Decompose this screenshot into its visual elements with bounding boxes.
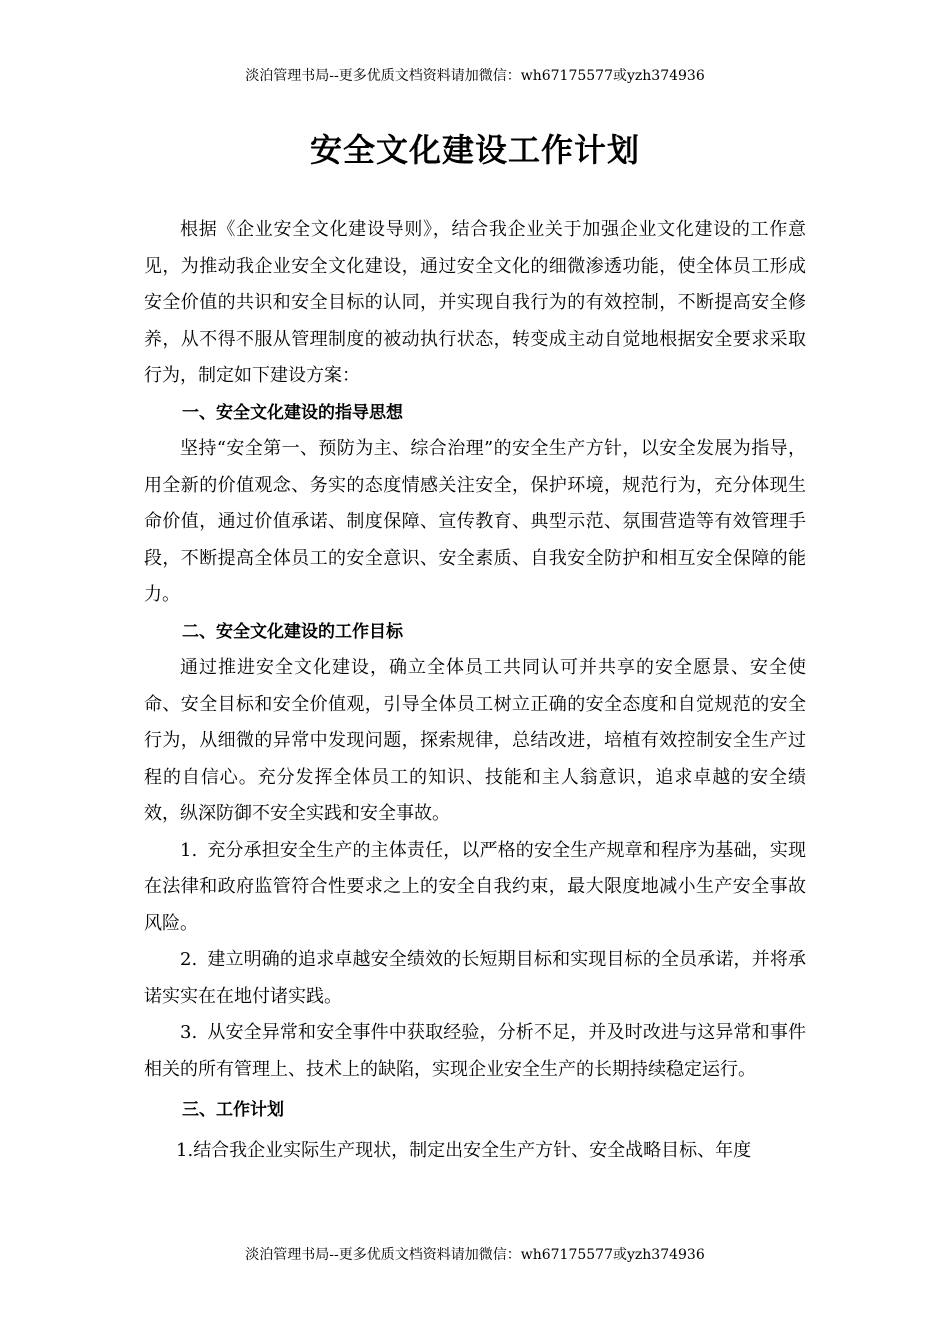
list-item xyxy=(144,833,806,943)
section-heading-guiding-ideology: 一、安全文化建设的指导思想 xyxy=(182,402,403,423)
list-item xyxy=(144,1133,806,1170)
list-item-text: 建立明确的追求卓越安全绩效的长短期目标和实现目标的全员承诺，并将承诺实实在在地付诸实践。 xyxy=(144,949,806,1007)
list-item-number: 3. xyxy=(180,1022,198,1043)
page-footer: 淡泊管理书局--更多优质文档资料请加微信：wh67175577或yzh374936 xyxy=(245,1247,705,1263)
page-header: 淡泊管理书局--更多优质文档资料请加微信：wh67175577或yzh374936 xyxy=(245,68,705,84)
section-heading-work-plan: 三、工作计划 xyxy=(182,1100,284,1120)
section-heading-work-goals: 二、安全文化建设的工作目标 xyxy=(182,621,403,642)
list-item-number: 1. xyxy=(180,839,198,861)
document-body xyxy=(144,212,806,1169)
section-paragraph-guiding-ideology: 坚持“安全第一、预防为主、综合治理”的安全生产方针，以安全发展为指导，用全新的价值观念、务实的态度情感关注安全，保护环境，规范行为，充分体现生命价值，通过价值承诺、制度保障、宣传教育、典型示范、氛围营造等有效管理手段，不断提高全体员工的安全意识、安全素质、自我安全防护和相互安全保障的能力。 xyxy=(144,438,806,605)
intro-paragraph: 根据《企业安全文化建设导则》，结合我企业关于加强企业文化建设的工作意见，为推动我企业安全文化建设，通过安全文化的细微渗透功能，使全体员工形成安全价值的共识和安全目标的认同，并实现自我行为的有效控制，不断提高安全修养，从不得不服从管理制度的被动执行状态，转变成主动自觉地根据安全要求采取行为，制定如下建设方案： xyxy=(144,219,806,386)
section-paragraph-work-goals: 通过推进安全文化建设，确立全体员工共同认可并共享的安全愿景、安全使命、安全目标和安全价值观，引导全体员工树立正确的安全态度和自觉规范的安全行为，从细微的异常中发现问题，探索规律，总结改进，培植有效控制安全生产过程的自信心。充分发挥全体员工的知识、技能和主人翁意识，追求卓越的安全绩效，纵深防御不安全实践和安全事故。 xyxy=(144,657,806,824)
list-item xyxy=(144,942,806,1015)
list-item xyxy=(144,1015,806,1088)
list-item-number: 1. xyxy=(176,1139,194,1161)
document-title: 安全文化建设工作计划 xyxy=(309,131,640,169)
list-item-text: 结合我企业实际生产现状，制定出安全生产方针、安全战略目标、年度 xyxy=(193,1139,752,1161)
list-item-text: 充分承担安全生产的主体责任，以严格的安全生产规章和程序为基础，实现在法律和政府监管符合性要求之上的安全自我约束，最大限度地减小生产安全事故风险。 xyxy=(144,839,806,934)
list-item-number: 2. xyxy=(180,949,198,970)
list-item-text: 从安全异常和安全事件中获取经验，分析不足，并及时改进与这异常和事件相关的所有管理上、技术上的缺陷，实现企业安全生产的长期持续稳定运行。 xyxy=(144,1022,806,1080)
